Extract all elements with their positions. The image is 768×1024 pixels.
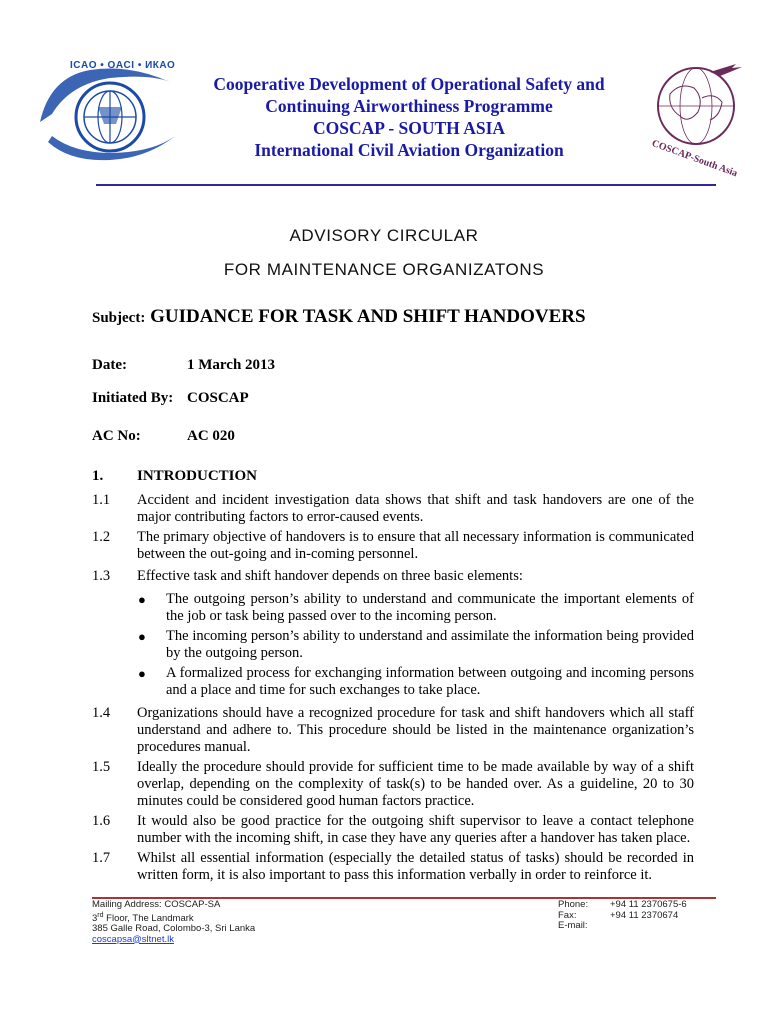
bullet-text: A formalized process for exchanging information between outgoing and incoming persons and a place and time for such exchanges to take place. [166, 665, 694, 698]
paragraph-text: Ideally the procedure should provide for sufficient time to be made available by way of a shift overlap, depending on the complexity of task(s) to be handed over. As a guideline, 20 to 30 minutes could be considered good human factors practice. [137, 759, 694, 809]
icao-logo [30, 52, 190, 172]
bullet-text: The outgoing person’s ability to understand and communicate the important elements of the job or task being passed over to the incoming person. [166, 591, 694, 624]
advisory-title-line-1: ADVISORY CIRCULAR [289, 226, 479, 245]
contact-values [610, 900, 687, 921]
ac-no-value: AC 020 [187, 428, 235, 444]
initiated-by-label: Initiated By: [92, 390, 174, 406]
address-floor: 3rd Floor, The Landmark [92, 911, 194, 924]
paragraph-text: Whilst all essential information (especially the detailed status of tasks) should be recorded in written form, it is also important to pass this information verbally in order to reinforce it. [137, 850, 694, 883]
icao-logo-text: ICAO • OACI • ИКАО [70, 60, 176, 71]
contact-labels [558, 900, 588, 932]
advisory-title-line-2: FOR MAINTENANCE ORGANIZATONS [223, 260, 545, 279]
email-link[interactable]: coscapsa@sltnet.lk [92, 933, 174, 945]
date-label: Date: [92, 357, 127, 373]
mailing-address: Mailing Address: COSCAP-SA [92, 899, 221, 910]
paragraph-number: 1.1 [92, 492, 111, 508]
paragraph-number: 1.3 [92, 568, 111, 584]
header-divider [96, 184, 716, 186]
section-number: 1. [92, 468, 104, 484]
paragraph-number: 1.4 [92, 705, 111, 721]
fax-label: Fax: [558, 909, 577, 921]
address-street: 385 Galle Road, Colombo-3, Sri Lanka [92, 923, 256, 935]
paragraph-text: Effective task and shift handover depends on three basic elements: [137, 568, 523, 584]
paragraph-text: It would also be good practice for the outgoing shift supervisor to leave a contact telephone number with the incoming shift, in case they have any queries after a handover has taken place. [137, 813, 694, 846]
bullet-text: The incoming person’s ability to understand and assimilate the information being provided by the outgoing person. [166, 628, 694, 661]
phone-label: Phone: [558, 899, 589, 910]
coscap-logo [640, 58, 762, 180]
initiated-by-value: COSCAP [187, 390, 249, 406]
org-line-4: International Civil Aviation Organization [254, 140, 564, 160]
coscap-logo-text: COSCAP-South Asia [650, 138, 739, 180]
bullet-icon: ● [138, 629, 146, 644]
paragraph-number: 1.6 [92, 813, 111, 829]
bullet-icon: ● [138, 666, 146, 681]
org-line-1: Cooperative Development of Operational Safety and [213, 74, 605, 94]
footer-address [92, 900, 255, 945]
subject-label: Subject: [92, 310, 146, 326]
section-title: INTRODUCTION [137, 468, 258, 484]
phone-value: +94 11 2370675-6 [610, 899, 687, 910]
bullet-icon: ● [138, 592, 146, 607]
ac-no-label: AC No: [92, 428, 141, 444]
fax-value: +94 11 2370674 [610, 909, 679, 921]
paragraph-number: 1.5 [92, 759, 111, 775]
org-line-3: COSCAP - SOUTH ASIA [312, 118, 506, 138]
email-label: E-mail: [558, 920, 588, 931]
org-line-2: Continuing Airworthiness Programme [265, 96, 553, 116]
paragraph-text: Accident and incident investigation data shows that shift and task handovers are one of the major contributing factors to error-caused events. [137, 492, 694, 525]
paragraph-number: 1.7 [92, 850, 111, 866]
subject [92, 306, 586, 328]
subject-value: GUIDANCE FOR TASK AND SHIFT HANDOVERS [150, 306, 586, 327]
date-value: 1 March 2013 [187, 357, 276, 373]
paragraph-text: The primary objective of handovers is to ensure that all necessary information is communicated between the out-going and in-coming personnel. [137, 529, 694, 562]
paragraph-number: 1.2 [92, 529, 111, 545]
paragraph-text: Organizations should have a recognized procedure for task and shift handovers which all staff understand and adhere to. This procedure should be listed in the maintenance organization’s procedures manual. [137, 705, 694, 755]
